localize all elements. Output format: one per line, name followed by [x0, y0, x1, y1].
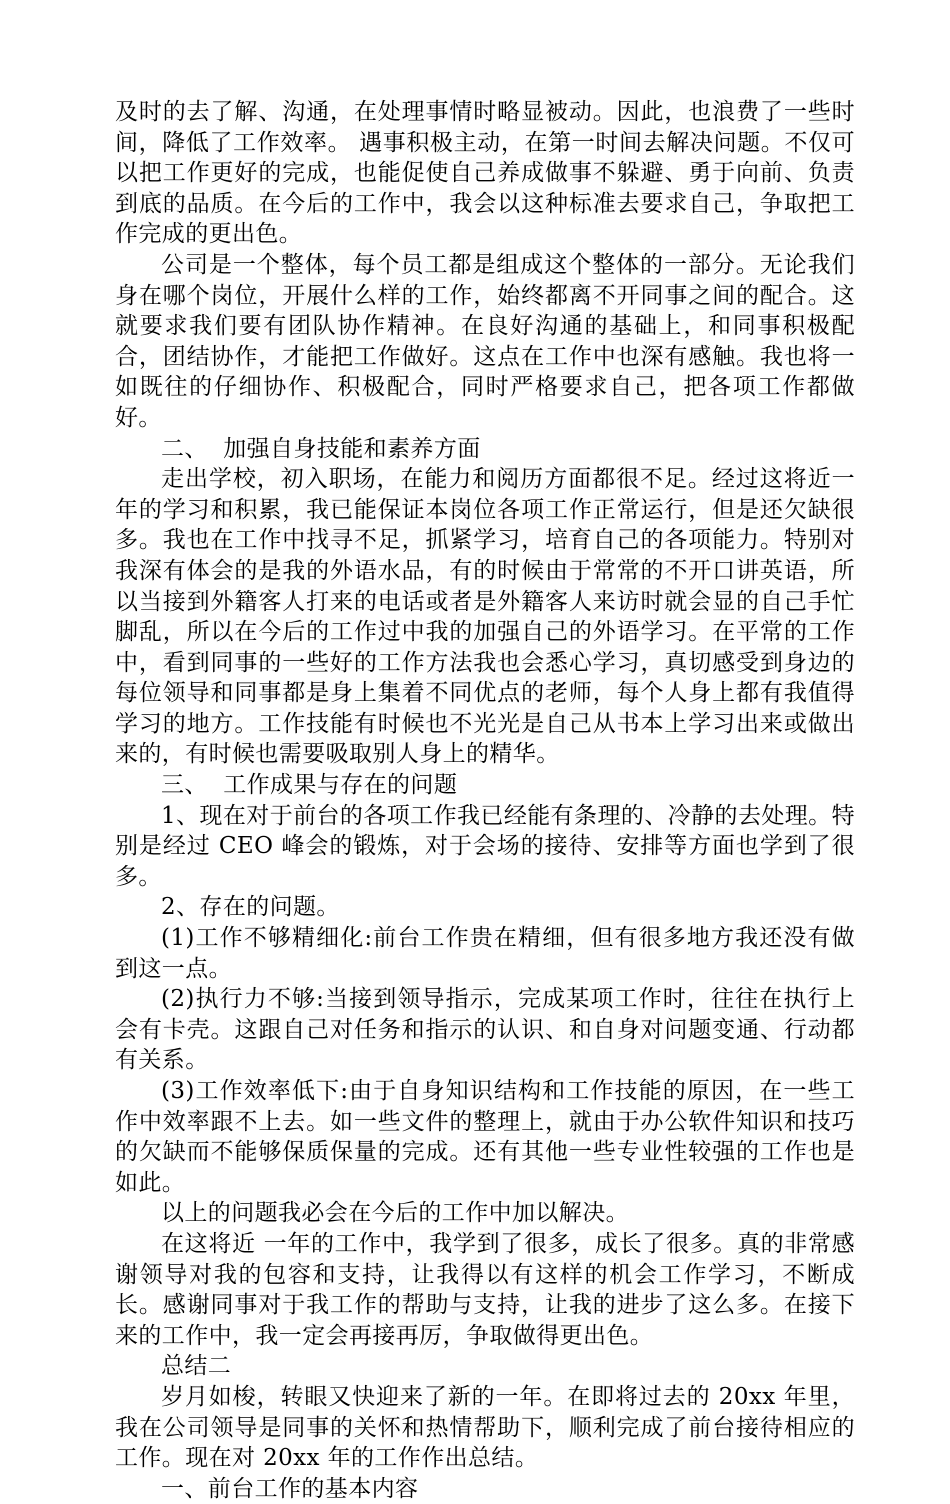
paragraph: 2、存在的问题。 [161, 894, 340, 921]
paragraph: 1、现在对于前台的各项工作我已经能有条理的、冷静的去处理。特别是经过 CEO 峰会的锻炼，对于会场的接待、安排等方面也学到了很多。 [115, 802, 855, 890]
paragraph: 公司是一个整体，每个员工都是组成这个整体的一部分。无论我们身在哪个岗位，开展什么样的工作，始终都离不开同事之间的配合。这就要求我们要有团队协作精神。在良好沟通的基础上，和同事积极配合，团结协作，才能把工作做好。这点在工作中也深有感触。我也将一如既往的仔细协作、积极配合，同时严格要求自己，把各项工作都做好。 [115, 251, 855, 431]
paragraph: (1)工作不够精细化:前台工作贵在精细，但有很多地方我还没有做到这一点。 [115, 925, 855, 982]
document-page [115, 97, 855, 1504]
section-heading: 总结二 [161, 1353, 232, 1380]
paragraph: 及时的去了解、沟通，在处理事情时略显被动。因此，也浪费了一些时间，降低了工作效率。 遇事积极主动，在第一时间去解决问题。不仅可以把工作更好的完成，也能促使自己养成做事不躲避、勇于向前、负责到底的品质。在今后的工作中，我会以这种标准去要求自己，争取把工作完成的更出色。 [115, 99, 855, 248]
paragraph: (3)工作效率低下:由于自身知识结构和工作技能的原因，在一些工作中效率跟不上去。如一些文件的整理上，就由于办公软件知识和技巧的欠缺而不能够保质保量的完成。还有其他一些专业性较强的工作也是如此。 [115, 1078, 855, 1196]
paragraph: 以上的问题我必会在今后的工作中加以解决。 [161, 1200, 629, 1227]
section-heading: 一、前台工作的基本内容 [161, 1475, 419, 1502]
paragraph: 在这将近 一年的工作中，我学到了很多，成长了很多。真的非常感谢领导对我的包容和支持，让我得以有这样的机会工作学习，不断成长。感谢同事对于我工作的帮助与支持，让我的进步了这么多。在接下来的工作中，我一定会再接再厉，争取做得更出色。 [115, 1230, 855, 1349]
paragraph: 岁月如梭，转眼又快迎来了新的一年。在即将过去的 20xx 年里，我在公司领导是同事的关怀和热情帮助下，顺利完成了前台接待相应的工作。现在对 20xx 年的工作作出总结。 [115, 1383, 855, 1472]
section-heading: 三、 工作成果与存在的问题 [161, 772, 458, 799]
paragraph: (2)执行力不够:当接到领导指示，完成某项工作时，往往在执行上会有卡壳。这跟自己对任务和指示的认识、和自身对问题变通、行动都有关系。 [115, 986, 855, 1074]
section-heading: 二、 加强自身技能和素养方面 [161, 435, 481, 462]
paragraph: 走出学校，初入职场，在能力和阅历方面都很不足。经过这将近一年的学习和积累，我已能保证本岗位各项工作正常运行，但是还欠缺很多。我也在工作中找寻不足，抓紧学习，培育自己的各项能力。特别对我深有体会的是我的外语水品，有的时候由于常常的不开口讲英语，所以当接到外籍客人打来的电话或者是外籍客人来访时就会显的自己手忙脚乱，所以在今后的工作过中我的加强自己的外语学习。在平常的工作中，看到同事的一些好的工作方法我也会悉心学习，真切感受到身边的每位领导和同事都是身上集着不同优点的老师，每个人身上都有我值得学习的地方。工作技能有时候也不光光是自己从书本上学习出来或做出来的，有时候也需要吸取别人身上的精华。 [115, 466, 855, 768]
